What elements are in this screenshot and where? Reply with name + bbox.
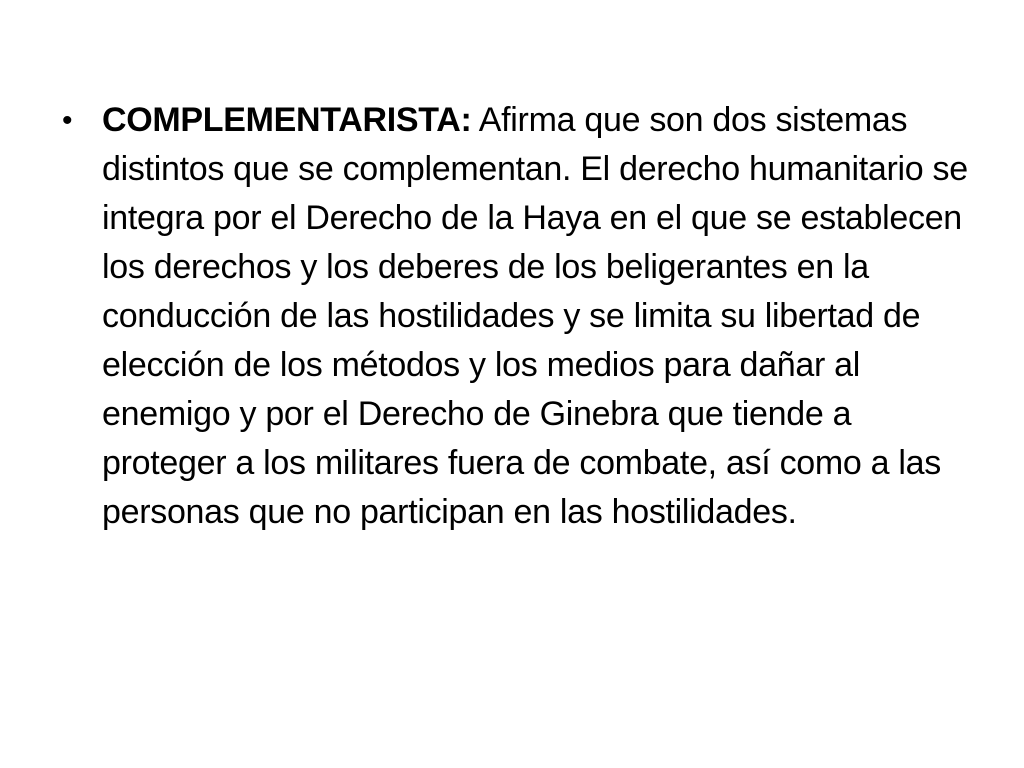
bullet-list [62, 96, 972, 537]
bullet-term: COMPLEMENTARISTA: [102, 101, 472, 139]
bullet-item [62, 96, 972, 537]
bullet-text: Afirma que son dos sistemas distintos que se complementan. El derecho humanitario se integra por el Derecho de la Haya en el que se establecen los derechos y los deberes de los beligerantes en la conducción de las hostilidades y se limita su libertad de elección de los métodos y los medios para dañar al enemigo y por el Derecho de Ginebra que tiende a proteger a los militares fuera de combate, así como a las personas que no participan en las hostilidades. [102, 101, 968, 531]
bullet-marker: • [62, 104, 73, 137]
